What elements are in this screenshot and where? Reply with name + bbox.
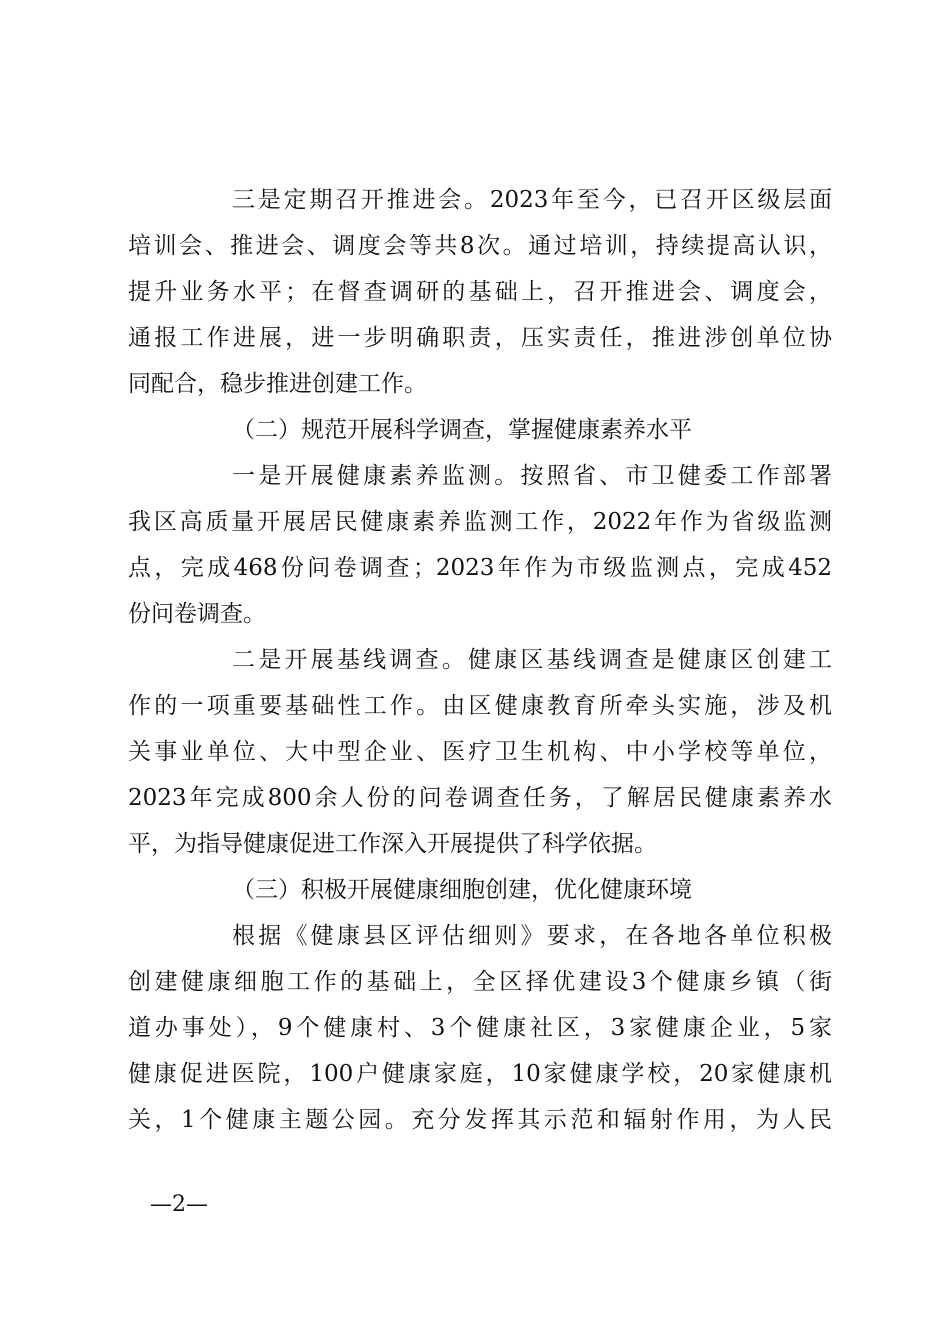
text-line: 平，为指导健康促进工作深入开展提供了科学依据。: [128, 831, 657, 857]
text-line: 2023年完成800余人份的问卷调查任务，了解居民健康素养水: [128, 785, 832, 811]
text-line: （二）规范开展科学调查，掌握健康素养水平: [232, 417, 692, 443]
text-line: 培训会、推进会、调度会等共8次。通过培训，持续提高认识，: [128, 233, 832, 259]
text-line: 道办事处），9个健康村、3个健康社区，3家健康企业，5家: [128, 1015, 832, 1041]
text-line: 二是开展基线调查。健康区基线调查是健康区创建工: [232, 647, 832, 673]
text-line: 健康促进医院，100户健康家庭，10家健康学校，20家健康机: [128, 1061, 832, 1087]
text-line: 三是定期召开推进会。2023年至今，已召开区级层面: [232, 187, 832, 213]
paragraph: [128, 177, 832, 407]
text-line: 创建健康细胞工作的基础上，全区择优建设3个健康乡镇（街: [128, 969, 832, 995]
text-line: 关事业单位、大中型企业、医疗卫生机构、中小学校等单位，: [128, 739, 832, 765]
text-line: 点，完成468份问卷调查；2023年作为市级监测点，完成452: [128, 555, 832, 581]
text-line: 一是开展健康素养监测。按照省、市卫健委工作部署: [232, 463, 832, 489]
section-heading: [128, 407, 832, 453]
text-line: 根据《健康县区评估细则》要求，在各地各单位积极: [232, 923, 832, 949]
text-line: 份问卷调查。: [128, 601, 266, 627]
paragraph: [128, 453, 832, 637]
text-line: 通报工作进展，进一步明确职责，压实责任，推进涉创单位协: [128, 325, 832, 351]
text-line: （三）积极开展健康细胞创建，优化健康环境: [232, 877, 692, 903]
paragraph: [128, 637, 832, 867]
text-line: 作的一项重要基础性工作。由区健康教育所牵头实施，涉及机: [128, 693, 832, 719]
page-number: —2—: [150, 1192, 208, 1217]
document-body: [128, 177, 832, 1143]
text-line: 关，1个健康主题公园。充分发挥其示范和辐射作用，为人民: [128, 1107, 832, 1133]
text-line: 同配合，稳步推进创建工作。: [128, 371, 427, 397]
text-line: 提升业务水平；在督查调研的基础上，召开推进会、调度会，: [128, 279, 832, 305]
text-line: 我区高质量开展居民健康素养监测工作，2022年作为省级监测: [128, 509, 832, 535]
paragraph: [128, 913, 832, 1143]
section-heading: [128, 867, 832, 913]
